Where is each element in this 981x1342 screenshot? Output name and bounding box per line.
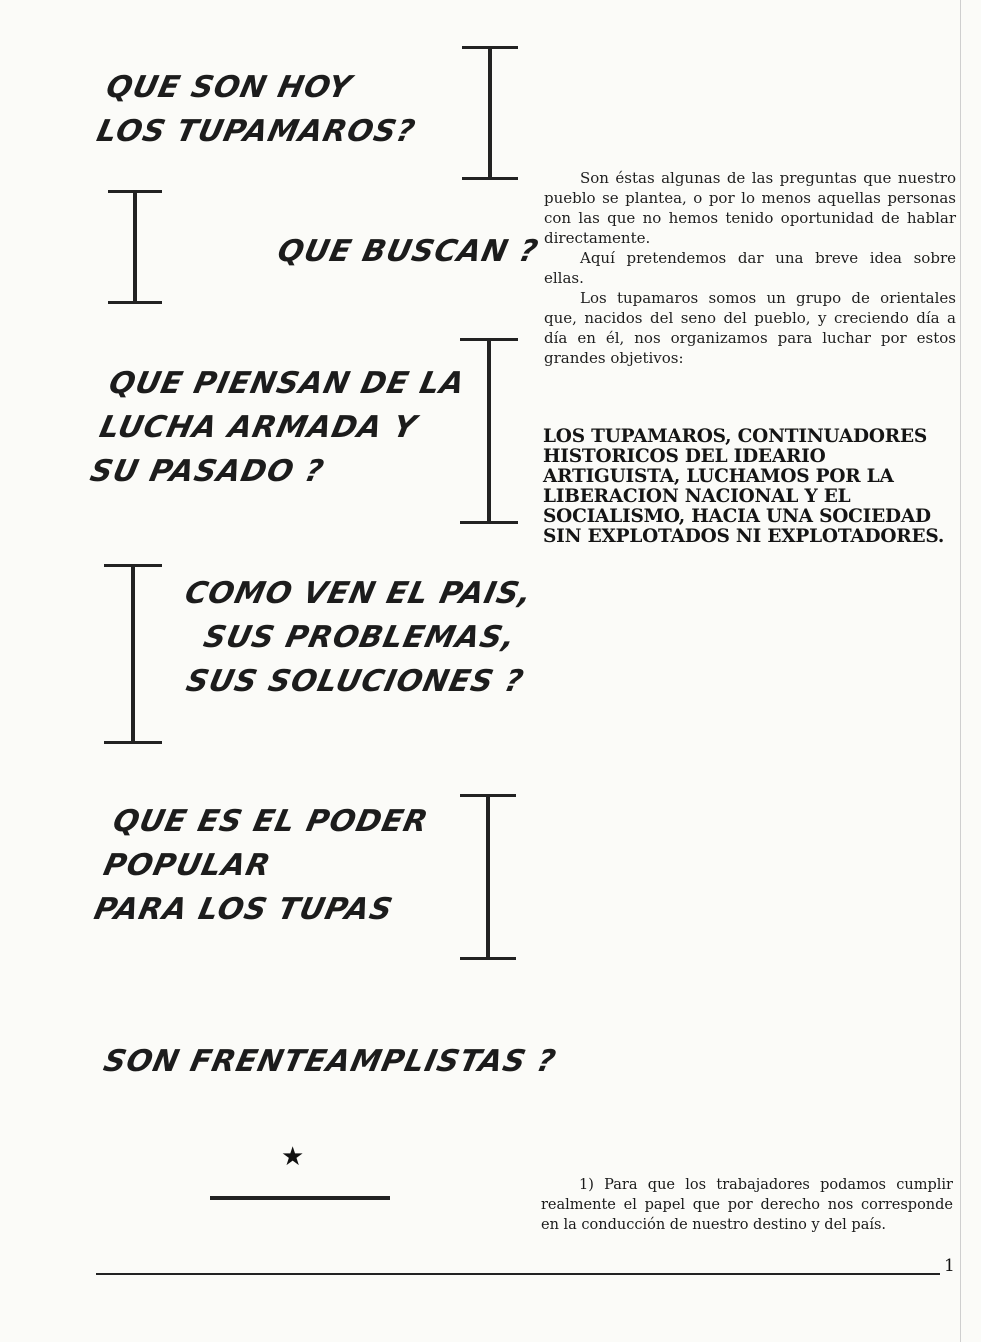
headline-line-1: LOS TUPAMAROS, CONTINUADORES — [543, 426, 928, 447]
question-2 — [273, 230, 542, 274]
question-6 — [99, 1040, 560, 1084]
question-5 — [90, 800, 432, 932]
page-number: 1 — [944, 1256, 955, 1276]
question-5-line-3: PARA LOS TUPAS — [91, 892, 397, 927]
intro-paragraph-2: Aquí pretendemos dar una breve idea sobre ellas. — [544, 249, 956, 287]
headline-line-5: SOCIALISMO, HACIA UNA SOCIEDAD — [543, 506, 931, 527]
question-6-line-1: SON FRENTEAMPLISTAS ? — [100, 1044, 560, 1079]
question-5-line-1: QUE ES EL PODER — [109, 804, 432, 839]
bracket-mark-3 — [460, 338, 518, 524]
footnote-text: 1) Para que los trabajadores podamos cumplir realmente el papel que por derecho nos corresponde en la conducción de nuestro destino y del país. — [541, 1177, 953, 1233]
intro-text — [544, 168, 956, 368]
ornament-rule — [210, 1196, 390, 1200]
question-3-line-2: LUCHA ARMADA Y — [96, 410, 421, 445]
question-4 — [162, 572, 547, 704]
headline-line-4: LIBERACION NACIONAL Y EL — [543, 486, 851, 507]
bracket-mark-4 — [104, 564, 162, 744]
headline-line-2: HISTORICOS DEL IDEARIO — [543, 446, 826, 467]
headline — [543, 427, 963, 547]
question-4-line-2: SUS PROBLEMAS, — [200, 620, 519, 655]
question-1-line-1: QUE SON HOY — [103, 70, 356, 105]
question-3 — [86, 362, 469, 494]
bracket-mark-2 — [108, 190, 162, 304]
footer-rule — [96, 1273, 940, 1275]
question-4-line-1: COMO VEN EL PAIS, — [181, 576, 536, 611]
bracket-mark-5 — [460, 794, 516, 960]
bracket-mark-1 — [462, 46, 518, 180]
star-ornament: ★ — [281, 1142, 305, 1172]
page-edge — [960, 0, 961, 1342]
intro-paragraph-1: Son éstas algunas de las preguntas que nuestro pueblo se plantea, o por lo menos aquellas personas con las que no hemos tenido oportunidad de hablar directamente. — [544, 169, 956, 247]
headline-line-3: ARTIGUISTA, LUCHAMOS POR LA — [543, 466, 894, 487]
question-3-line-1: QUE PIENSAN DE LA — [105, 366, 469, 401]
question-1 — [93, 66, 429, 154]
footnote — [541, 1175, 953, 1235]
intro-paragraph-3: Los tupamaros somos un grupo de orientales que, nacidos del seno del pueblo, y creciendo día a día en él, nos organizamos para luchar por estos grandes objetivos: — [544, 289, 956, 367]
question-4-line-3: SUS SOLUCIONES ? — [183, 664, 528, 699]
question-3-line-3: SU PASADO ? — [87, 454, 328, 489]
question-1-line-2: LOS TUPAMAROS? — [93, 114, 419, 149]
question-2-line-1: QUE BUSCAN ? — [274, 234, 542, 269]
question-5-line-2: POPULAR — [100, 848, 275, 883]
headline-line-6: SIN EXPLOTADOS NI EXPLOTADORES. — [543, 526, 945, 547]
